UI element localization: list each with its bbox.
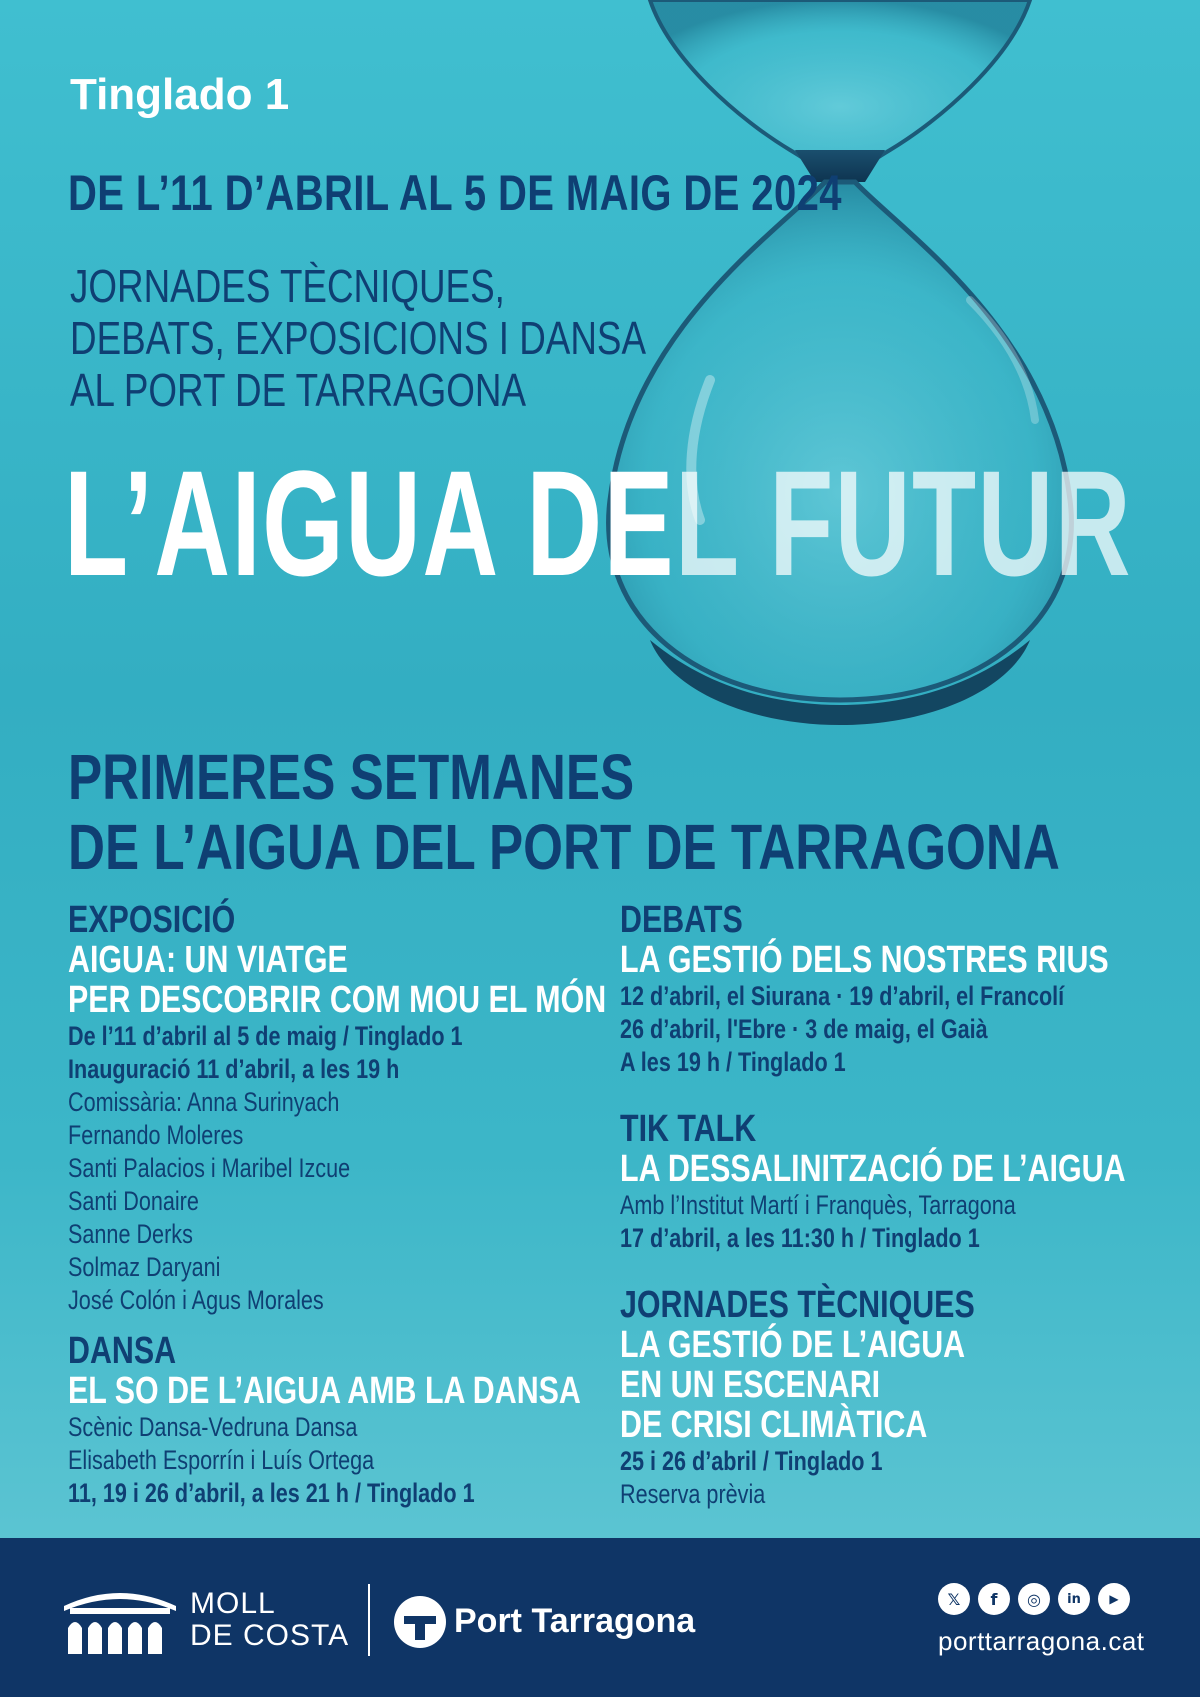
section-title: LA GESTIÓ DELS NOSTRES RIUS (620, 939, 1109, 981)
section-title: EL SO DE L’AIGUA AMB LA DANSA (68, 1370, 581, 1412)
headline-line: DE L’AIGUA DEL PORT DE TARRAGONA (68, 811, 1060, 883)
website-link[interactable]: porttarragona.cat (938, 1626, 1145, 1656)
info-line: Comissària: Anna Surinyach (68, 1087, 340, 1117)
section-title: EN UN ESCENARI (620, 1364, 881, 1406)
section-title: DE CRISI CLIMÀTICA (620, 1404, 928, 1446)
info-line-bold: 26 d’abril, l'Ebre · 3 de maig, el Gaià (620, 1014, 988, 1044)
subtitle-line: DEBATS, EXPOSICIONS I DANSA (70, 312, 646, 364)
main-title-part: L’AIGUA DE (64, 439, 675, 607)
subtitle-line: JORNADES TÈCNIQUES, (70, 260, 505, 312)
linkedin-icon[interactable]: in (1058, 1583, 1090, 1615)
hourglass-image (590, 0, 1150, 760)
right-column (620, 900, 1126, 1511)
instagram-icon[interactable]: ◎ (1018, 1583, 1050, 1615)
headline (68, 742, 1060, 882)
subtitle (70, 260, 646, 416)
facebook-icon[interactable]: f (978, 1583, 1010, 1615)
info-line: Elisabeth Esporrín i Luís Ortega (68, 1445, 375, 1475)
section-title: PER DESCOBRIR COM MOU EL MÓN (68, 979, 607, 1021)
info-line: Fernando Moleres (68, 1120, 244, 1150)
main-title-part-faded: L FUTUR (674, 439, 1132, 607)
moll-text-line: MOLL (190, 1587, 276, 1620)
social-links (938, 1583, 1130, 1615)
footer (0, 1538, 1200, 1697)
section-label: TIK TALK (620, 1108, 757, 1150)
section-label: JORNADES TÈCNIQUES (620, 1284, 975, 1326)
main-title (64, 439, 1132, 607)
info-line: Amb l’Institut Martí i Franquès, Tarragona (620, 1190, 1016, 1220)
headline-line: PRIMERES SETMANES (68, 741, 635, 813)
info-line-bold: De l’11 d’abril al 5 de maig / Tinglado 1 (68, 1021, 463, 1051)
event-dates: DE L’11 D’ABRIL AL 5 DE MAIG DE 2024 (68, 165, 842, 221)
x-icon[interactable]: 𝕏 (938, 1583, 970, 1615)
info-line: Sanne Derks (68, 1219, 193, 1249)
section-label: DANSA (68, 1330, 177, 1372)
info-line-bold: Inauguració 11 d’abril, a les 19 h (68, 1054, 400, 1084)
subtitle-line: AL PORT DE TARRAGONA (70, 364, 527, 416)
footer-divider (368, 1584, 370, 1656)
section-title: AIGUA: UN VIATGE (68, 939, 348, 981)
section-title: LA GESTIÓ DE L’AIGUA (620, 1324, 966, 1366)
info-line: José Colón i Agus Morales (68, 1285, 324, 1315)
info-line-bold: A les 19 h / Tinglado 1 (620, 1047, 846, 1077)
youtube-icon[interactable]: ▶ (1098, 1583, 1130, 1615)
info-line-bold: 25 i 26 d’abril / Tinglado 1 (620, 1446, 883, 1476)
venue: Tinglado 1 (70, 70, 290, 119)
left-column (68, 900, 606, 1510)
section-title: LA DESSALINITZACIÓ DE L’AIGUA (620, 1148, 1126, 1190)
info-line: Reserva prèvia (620, 1479, 766, 1509)
info-line: Santi Palacios i Maribel Izcue (68, 1153, 351, 1183)
section-label: EXPOSICIÓ (68, 899, 236, 941)
info-line: Santi Donaire (68, 1186, 199, 1216)
info-line: Solmaz Daryani (68, 1252, 221, 1282)
moll-de-costa-text (190, 1588, 349, 1652)
info-line: Scènic Dansa-Vedruna Dansa (68, 1412, 358, 1442)
info-line-bold: 17 d’abril, a les 11:30 h / Tinglado 1 (620, 1223, 980, 1253)
port-tarragona-logo (392, 1594, 448, 1650)
moll-text-line: DE COSTA (190, 1619, 350, 1652)
section-label: DEBATS (620, 899, 743, 941)
info-line-bold: 11, 19 i 26 d’abril, a les 21 h / Tinglado 1 (68, 1478, 475, 1508)
moll-de-costa-logo (60, 1584, 180, 1656)
info-line-bold: 12 d’abril, el Siurana · 19 d’abril, el Francolí (620, 981, 1065, 1011)
port-tarragona-name: Port Tarragona (454, 1602, 696, 1640)
